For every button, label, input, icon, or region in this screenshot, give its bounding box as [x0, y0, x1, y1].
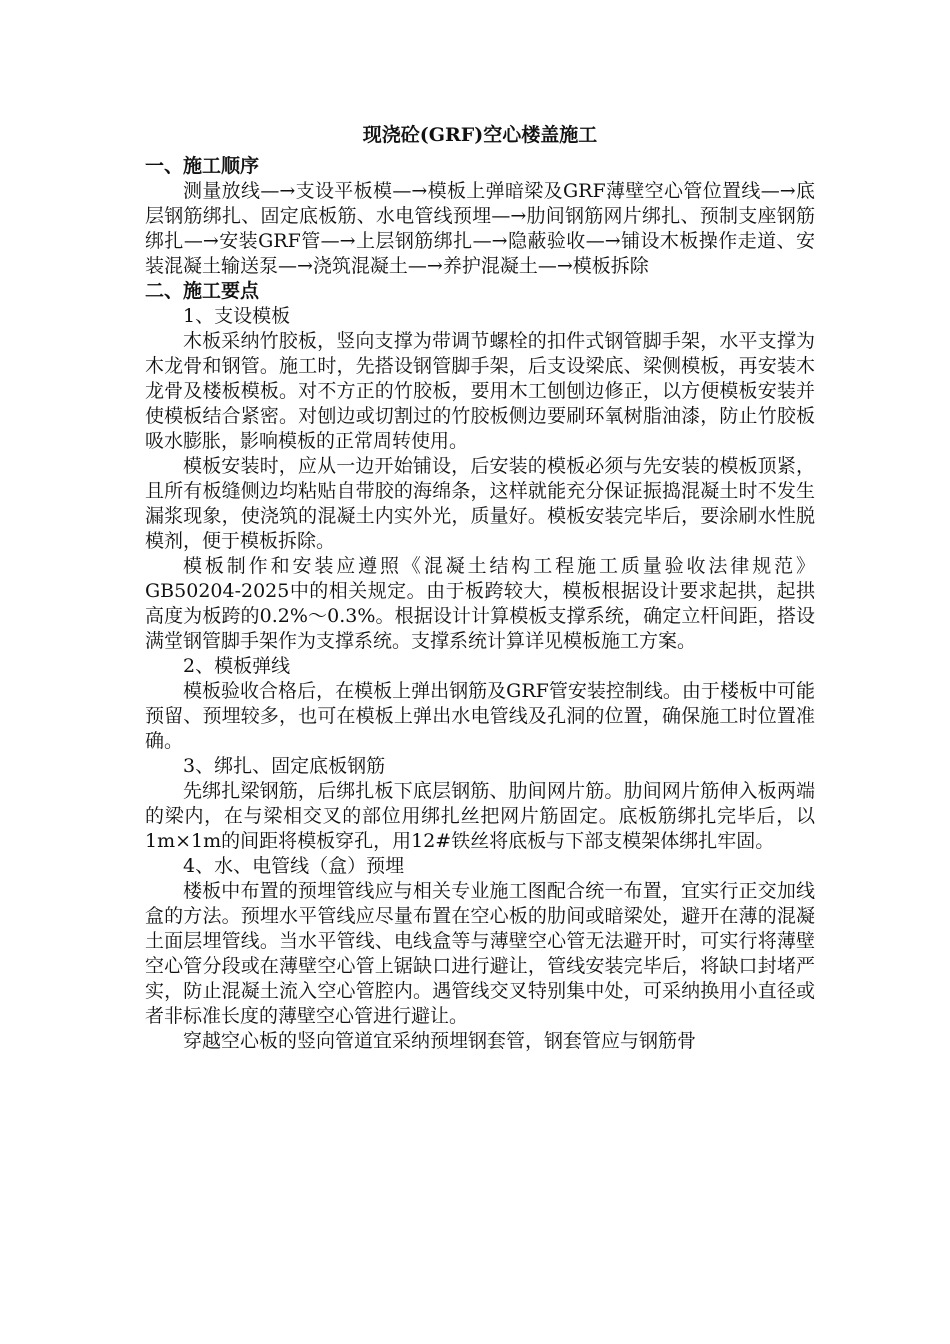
- item-heading-bottom-rebar: 3、绑扎、固定底板钢筋: [183, 755, 386, 777]
- formwork-paragraph-2: 模板安装时，应从一边开始铺设，后安装的模板必须与先安装的模板顶紧，且所有板缝侧边均粘贴自带胶的海绵条，这样就能充分保证振捣混凝土时不发生漏浆现象，使浇筑的混凝土内实外光，质量好。模板安装完毕后，要涂刷水性脱模剂，便于模板拆除。: [145, 455, 815, 552]
- item-heading-formwork: 1、支设模板: [183, 305, 291, 327]
- formwork-paragraph-1: 木板采纳竹胶板，竖向支撑为带调节螺栓的扣件式钢管脚手架，水平支撑为木龙骨和钢管。施工时，先搭设钢管脚手架，后支设梁底、梁侧模板，再安装木龙骨及楼板模板。对不方正的竹胶板，要用木工刨刨边修正，以方便模板安装并使模板结合紧密。对刨边或切割过的竹胶板侧边要刷环氧树脂油漆，防止竹胶板吸水膨胀，影响模板的正常周转使用。: [145, 330, 815, 452]
- formwork-paragraph-3: 模板制作和安装应遵照《混凝土结构工程施工质量验收法律规范》GB50204-2025中的相关规定。由于板跨较大，模板根据设计要求起拱，起拱高度为板跨的0.2%～0.3%。根据设计计算模板支撑系统，确定立杆间距，搭设满堂钢管脚手架作为支撑系统。支撑系统计算详见模板施工方案。: [145, 555, 815, 652]
- section-heading-construction-sequence: 一、施工顺序: [145, 155, 260, 177]
- bottom-rebar-paragraph-1: 先绑扎梁钢筋，后绑扎板下底层钢筋、肋间网片筋。肋间网片筋伸入板两端的梁内，在与梁相交叉的部位用绑扎丝把网片筋固定。底板筋绑扎完毕后，以1m×1m的间距将模板穿孔，用12#铁丝将底板与下部支模架体绑扎牢固。: [145, 780, 815, 852]
- pipe-embedding-paragraph-1: 楼板中布置的预埋管线应与相关专业施工图配合统一布置，宜实行正交加线盒的方法。预埋水平管线应尽量布置在空心板的肋间或暗梁处，避开在薄的混凝土面层埋管线。当水平管线、电线盒等与薄壁空心管无法避开时，可实行将薄壁空心管分段或在薄壁空心管上锯缺口进行避让，管线安装完毕后，将缺口封堵严实，防止混凝土流入空心管腔内。遇管线交叉特别集中处，可采纳换用小直径或者非标准长度的薄壁空心管进行避让。: [145, 880, 815, 1027]
- item-heading-pipe-embedding: 4、水、电管线（盒）预埋: [183, 855, 405, 877]
- section-heading-construction-points: 二、施工要点: [145, 280, 260, 302]
- document-title: 现浇砼(GRF)空心楼盖施工: [362, 124, 598, 146]
- snap-lines-paragraph-1: 模板验收合格后，在模板上弹出钢筋及GRF管安装控制线。由于楼板中可能预留、预埋较多，也可在模板上弹出水电管线及孔洞的位置，确保施工时位置准确。: [145, 680, 815, 752]
- pipe-embedding-paragraph-2: 穿越空心板的竖向管道宜采纳预埋钢套管，钢套管应与钢筋骨: [183, 1030, 697, 1052]
- construction-sequence-text: 测量放线—→支设平板模—→模板上弹暗梁及GRF薄壁空心管位置线—→底层钢筋绑扎、固定底板筋、水电管线预埋—→肋间钢筋网片绑扎、预制支座钢筋绑扎—→安装GRF管—→上层钢筋绑扎—→隐蔽验收—→铺设木板操作走道、安装混凝土输送泵—→浇筑混凝土—→养护混凝土—→模板拆除: [145, 180, 815, 277]
- item-heading-snap-lines: 2、模板弹线: [183, 655, 291, 677]
- document-page: [145, 118, 815, 1054]
